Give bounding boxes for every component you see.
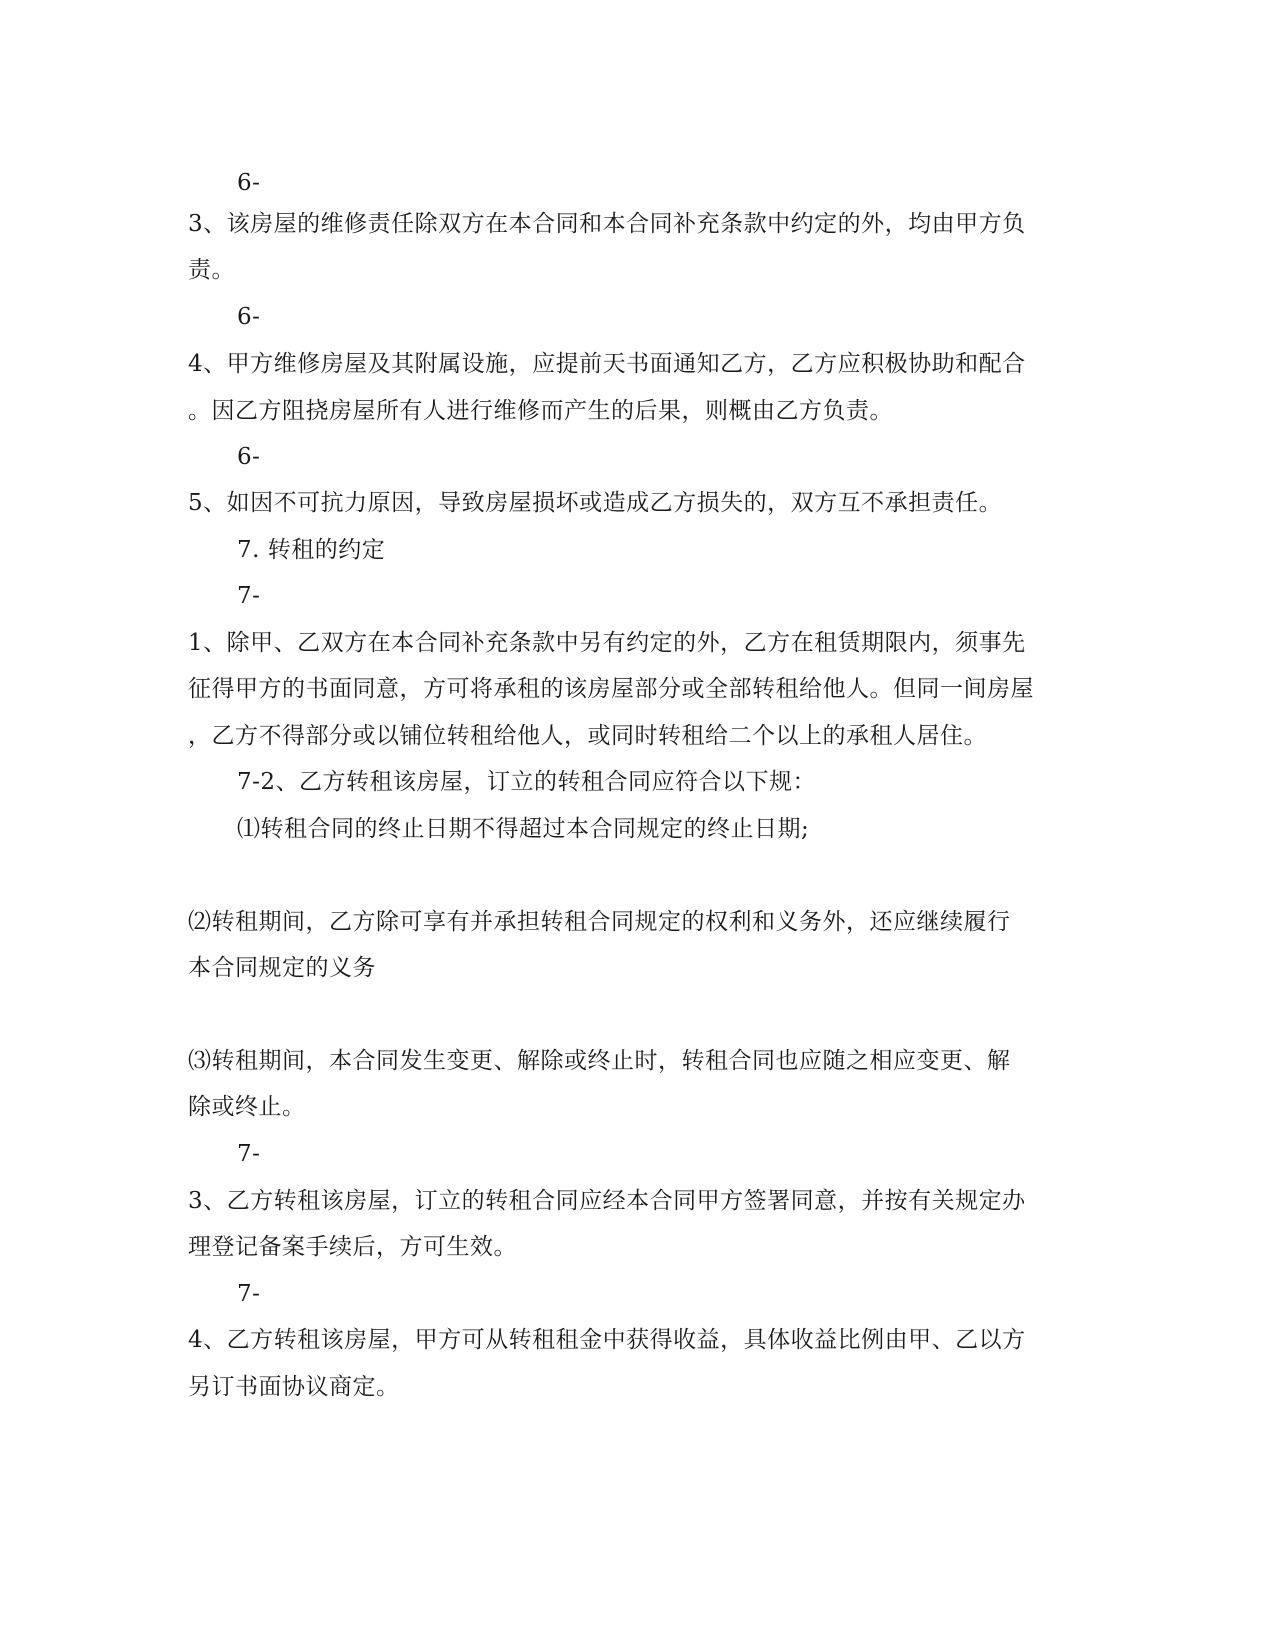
- clause-7-2-item-2-cont: 本合同规定的义务: [188, 955, 376, 981]
- clause-number-7: 7-: [237, 1281, 261, 1307]
- clause-number-6: 6-: [237, 444, 261, 470]
- clause-7-2-text: 7-2、乙方转租该房屋，订立的转租合同应符合以下规：: [237, 769, 817, 795]
- clause-7-4-text: 4、乙方转租该房屋，甲方可从转租租金中获得收益，具体收益比例由甲、乙以方: [188, 1327, 1026, 1353]
- clause-6-4-text-cont: 。因乙方阻挠房屋所有人进行维修而产生的后果，则概由乙方负责。: [188, 398, 893, 424]
- clause-6-3-text: 3、该房屋的维修责任除双方在本合同和本合同补充条款中约定的外，均由甲方负: [188, 211, 1026, 237]
- clause-number-6: 6-: [237, 304, 261, 330]
- clause-number-7: 7-: [237, 583, 261, 609]
- clause-7-1-text-cont: 征得甲方的书面同意，方可将承租的该房屋部分或全部转租给他人。但同一间房屋: [188, 676, 1034, 702]
- clause-7-1-text-cont: ，乙方不得部分或以铺位转租给他人，或同时转租给二个以上的承租人居住。: [188, 723, 987, 749]
- clause-7-3-text-cont: 理登记备案手续后，方可生效。: [188, 1234, 517, 1260]
- clause-7-2-item-2: ⑵转租期间，乙方除可享有并承担转租合同规定的权利和义务外，还应继续履行: [188, 909, 1011, 935]
- clause-7-3-text: 3、乙方转租该房屋，订立的转租合同应经本合同甲方签署同意，并按有关规定办: [188, 1188, 1026, 1214]
- clause-6-5-text: 5、如因不可抗力原因，导致房屋损坏或造成乙方损失的，双方互不承担责任。: [188, 490, 1003, 516]
- clause-6-3-text-cont: 责。: [188, 257, 235, 283]
- clause-number-7: 7-: [237, 1141, 261, 1167]
- clause-6-4-text: 4、甲方维修房屋及其附属设施，应提前天书面通知乙方，乙方应积极协助和配合: [188, 351, 1026, 377]
- clause-7-2-item-3: ⑶转租期间，本合同发生变更、解除或终止时，转租合同也应随之相应变更、解: [188, 1048, 1011, 1074]
- clause-7-2-item-3-cont: 除或终止。: [188, 1094, 306, 1120]
- clause-number-6: 6-: [237, 170, 261, 196]
- clause-7-4-text-cont: 另订书面协议商定。: [188, 1374, 400, 1400]
- clause-7-2-item-1: ⑴转租合同的终止日期不得超过本合同规定的终止日期;: [237, 816, 810, 842]
- section-heading-sublease: 7. 转租的约定: [237, 537, 386, 563]
- clause-7-1-text: 1、除甲、乙双方在本合同补充条款中另有约定的外，乙方在租赁期限内，须事先: [188, 630, 1026, 656]
